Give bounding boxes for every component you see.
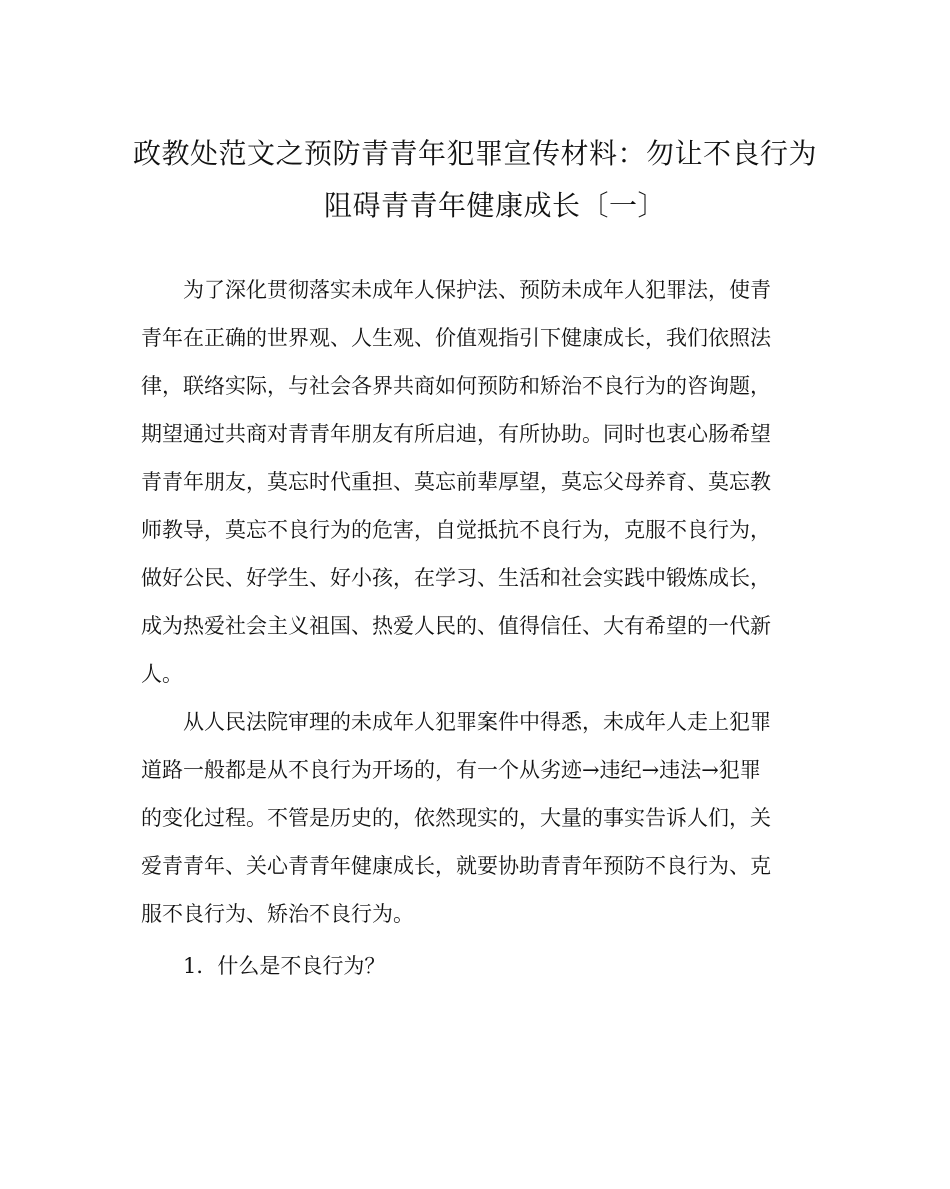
- paragraph-line: 人。: [141, 662, 183, 686]
- paragraph-line: 为了深化贯彻落实未成年人保护法、预防未成年人犯罪法，使青: [183, 278, 771, 302]
- paragraph-line: 师教导，莫忘不良行为的危害，自觉抵抗不良行为，克服不良行为，: [141, 518, 771, 542]
- paragraph-1: [141, 266, 821, 698]
- heading-question: 1．什么是不良行为？: [183, 954, 386, 978]
- paragraph-line: 服不良行为、矫治不良行为。: [141, 902, 414, 926]
- paragraph-line: 期望通过共商对青青年朋友有所启迪，有所协助。同时也衷心肠希望: [141, 422, 771, 446]
- document-title: [120, 128, 830, 232]
- paragraph-line: 的变化过程。不管是历史的，依然现实的，大量的事实告诉人们，关: [141, 806, 771, 830]
- title-line-1: 政教处范文之预防青青年犯罪宣传材料：勿让不良行为: [132, 137, 817, 170]
- section-heading: [141, 938, 821, 990]
- document-body: [141, 266, 821, 990]
- paragraph-line: 从人民法院审理的未成年人犯罪案件中得悉，未成年人走上犯罪: [183, 710, 771, 734]
- paragraph-line: 青青年朋友，莫忘时代重担、莫忘前辈厚望，莫忘父母养育、莫忘教: [141, 470, 771, 494]
- title-line-2: 阻碍青青年健康成长〔一〕: [323, 189, 666, 222]
- paragraph-line: 成为热爱社会主义祖国、热爱人民的、值得信任、大有希望的一代新: [141, 614, 771, 638]
- paragraph-2: [141, 698, 821, 938]
- paragraph-line: 青年在正确的世界观、人生观、价值观指引下健康成长，我们依照法: [141, 326, 771, 350]
- paragraph-line: 道路一般都是从不良行为开场的，有一个从劣迹→违纪→违法→犯罪: [141, 758, 761, 782]
- paragraph-line: 做好公民、好学生、好小孩，在学习、生活和社会实践中锻炼成长，: [141, 566, 771, 590]
- paragraph-line: 爱青青年、关心青青年健康成长，就要协助青青年预防不良行为、克: [141, 854, 771, 878]
- paragraph-line: 律，联络实际，与社会各界共商如何预防和矫治不良行为的咨询题，: [141, 374, 771, 398]
